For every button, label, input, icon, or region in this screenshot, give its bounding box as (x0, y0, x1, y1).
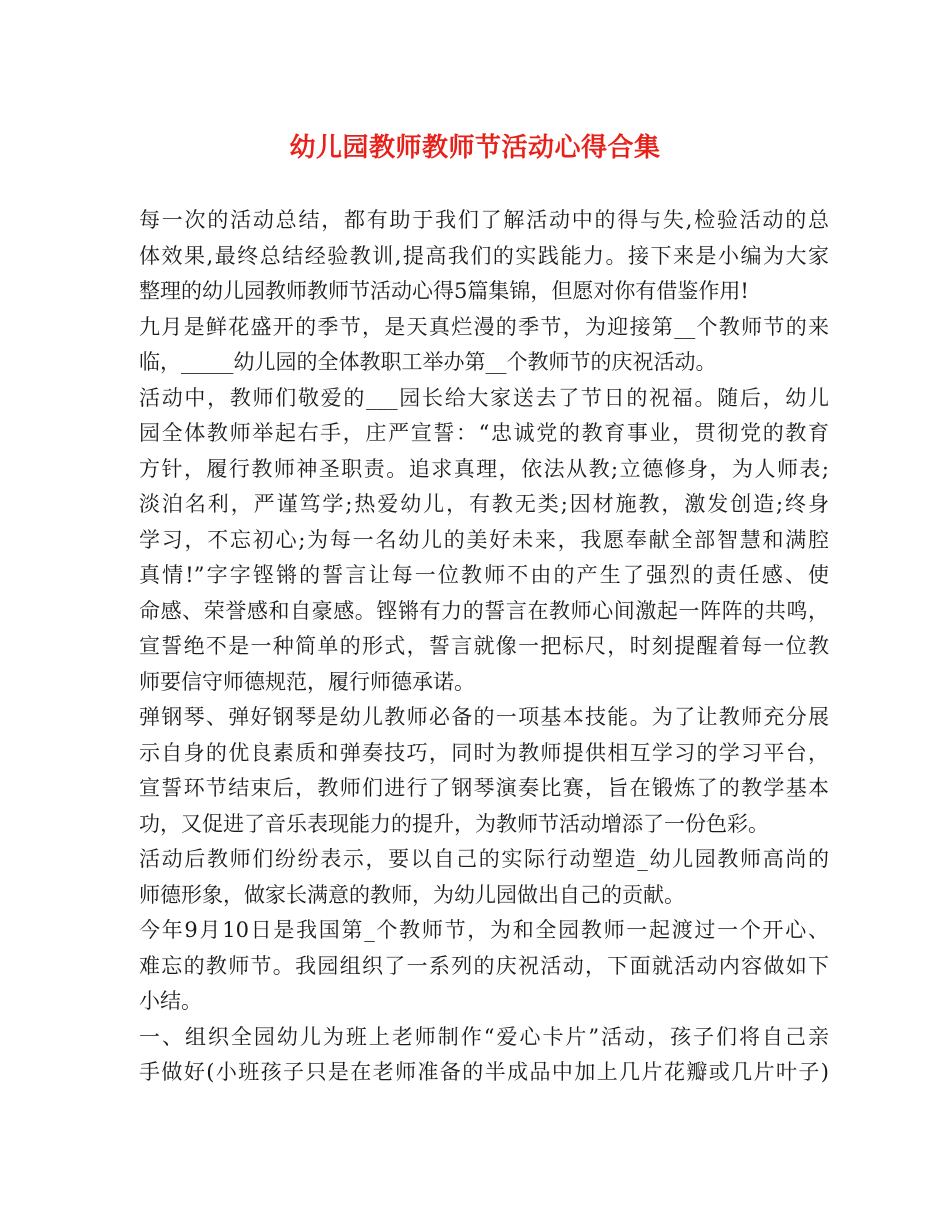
text-line: 整理的幼儿园教师教师节活动心得5篇集锦，但愿对你有借鉴作用! (139, 279, 749, 303)
text-line: 命感、荣誉感和自豪感。铿锵有力的誓言在教师心间激起一阵阵的共鸣， (139, 598, 829, 623)
text-line: 每一次的活动总结，都有助于我们了解活动中的得与失,检验活动的总 (139, 208, 829, 232)
document-title: 幼儿园教师教师节活动心得合集 (289, 133, 661, 163)
text-line: 手做好(小班孩子只是在老师准备的半成品中加上几片花瓣或几片叶子) (139, 1060, 829, 1084)
text-line: 难忘的教师节。我园组织了一系列的庆祝活动，下面就活动内容做如下 (139, 953, 829, 978)
text-line: 体效果,最终总结经验教训,提高我们的实践能力。接下来是小编为大家 (139, 243, 829, 268)
text-line: 学习，不忘初心;为每一名幼儿的美好未来，我愿奉献全部智慧和满腔 (139, 527, 829, 552)
text-line: 方针，履行教师神圣职责。追求真理，依法从教;立德修身，为人师表; (139, 456, 829, 481)
text-line: 宣誓环节结束后，教师们进行了钢琴演奏比赛，旨在锻炼了的教学基本 (139, 776, 829, 800)
document-body (139, 203, 829, 1091)
text-line: 师德形象，做家长满意的教师，为幼儿园做出自己的贡献。 (139, 882, 685, 907)
text-line: 九月是鲜花盛开的季节，是天真烂漫的季节，为迎接第__个教师节的来 (139, 314, 829, 339)
text-line: 淡泊名利，严谨笃学;热爱幼儿，有教无类;因材施教，激发创造;终身 (139, 492, 829, 516)
text-line: 园全体教师举起右手，庄严宣誓：“忠诚党的教育事业，贯彻党的教育 (139, 421, 829, 445)
text-line: 活动后教师们纷纷表示，要以自己的实际行动塑造_幼儿园教师高尚的 (139, 847, 829, 871)
text-line: 活动中，教师们敬爱的___园长给大家送去了节日的祝福。随后，幼儿 (139, 385, 829, 410)
text-line: 功，又促进了音乐表现能力的提升，为教师节活动增添了一份色彩。 (139, 811, 769, 836)
text-line: 弹钢琴、弹好钢琴是幼儿教师必备的一项基本技能。为了让教师充分展 (139, 705, 829, 729)
text-line: 宣誓绝不是一种简单的形式，誓言就像一把标尺，时刻提醒着每一位教 (139, 634, 829, 658)
text-line: 示自身的优良素质和弹奏技巧，同时为教师提供相互学习的学习平台， (139, 740, 829, 765)
text-line: 临，_____幼儿园的全体教职工举办第__个教师节的庆祝活动。 (139, 350, 717, 374)
text-line: 一、组织全园幼儿为班上老师制作“爱心卡片”活动，孩子们将自己亲 (139, 1024, 829, 1049)
text-line: 真情!”字字铿锵的誓言让每一位教师不由的产生了强烈的责任感、使 (139, 563, 829, 587)
text-line: 师要信守师德规范，履行师德承诺。 (139, 669, 475, 694)
text-line: 小结。 (139, 989, 202, 1013)
text-line: 今年9月10日是我国第_个教师节，为和全园教师一起渡过一个开心、 (139, 918, 829, 942)
